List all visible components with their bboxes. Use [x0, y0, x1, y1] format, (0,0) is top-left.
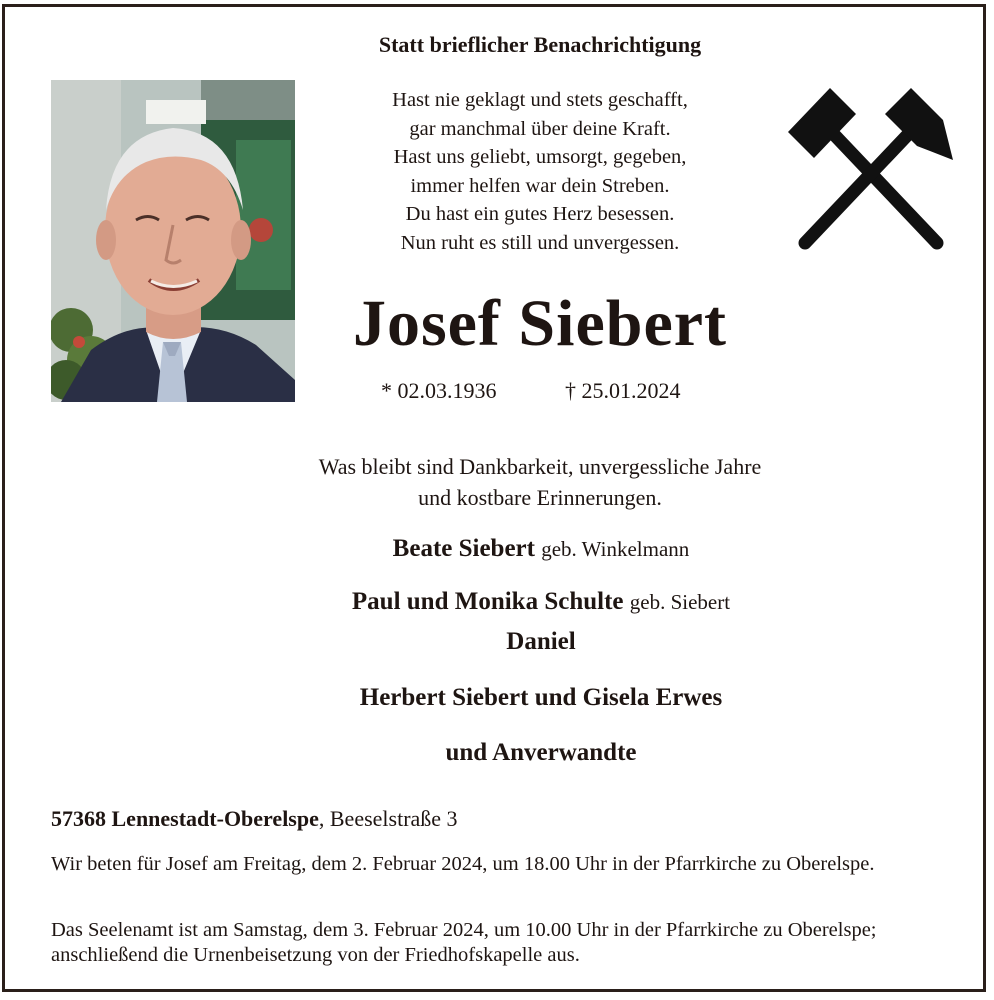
family-daniel: Daniel [506, 628, 576, 655]
family-beate [200, 534, 882, 564]
death-date: † 25.01.2024 [565, 378, 681, 403]
prayer-info: Wir beten für Josef am Freitag, dem 2. Februar 2024, um 18.00 Uhr in der Pfarrkirche zu Oberelspe. [51, 853, 875, 875]
address-street: , Beeselstraße 3 [318, 806, 458, 831]
maiden-name: geb. Winkelmann [541, 537, 690, 561]
poem-line: Hast uns geliebt, umsorgt, gegeben, [393, 146, 687, 169]
address [51, 806, 458, 832]
header-text: Statt brieflicher Benachrichtigung [378, 32, 702, 57]
family-relatives: und Anverwandte [445, 739, 637, 766]
poem [330, 86, 750, 258]
poem-line: Du hast ein gutes Herz besessen. [405, 203, 675, 226]
poem-line: immer helfen war dein Streben. [410, 174, 670, 197]
family-name: Paul und Monika Schulte [351, 588, 624, 615]
deceased-name: Josef Siebert [352, 287, 728, 360]
poem-line: Nun ruht es still und unvergessen. [400, 231, 680, 254]
portrait-illustration [51, 80, 295, 402]
birth-date: * 02.03.1936 [381, 378, 497, 403]
quote-line: und kostbare Erinnerungen. [418, 485, 662, 510]
maiden-name: geb. Siebert [629, 590, 731, 614]
quote [250, 451, 830, 513]
quote-line: Was bleibt sind Dankbarkeit, unvergessliche Jahre [318, 454, 762, 479]
family-schulte [200, 587, 882, 617]
crossed-hammers-icon [785, 85, 957, 255]
family-herbert: Herbert Siebert und Gisela Erwes [359, 684, 723, 711]
family-name: Beate Siebert [392, 535, 535, 562]
requiem-info: Das Seelenamt ist am Samstag, dem 3. Februar 2024, um 10.00 Uhr in der Pfarrkirche zu Oberelspe; anschließend die Urnenbeisetzung von der Friedhofskapelle aus. [51, 919, 877, 966]
poem-line: Hast nie geklagt und stets geschafft, [392, 89, 688, 111]
address-city: 57368 Lennestadt-Oberelspe [51, 806, 319, 831]
portrait-photo [51, 80, 295, 402]
poem-line: gar manchmal über deine Kraft. [409, 117, 671, 140]
